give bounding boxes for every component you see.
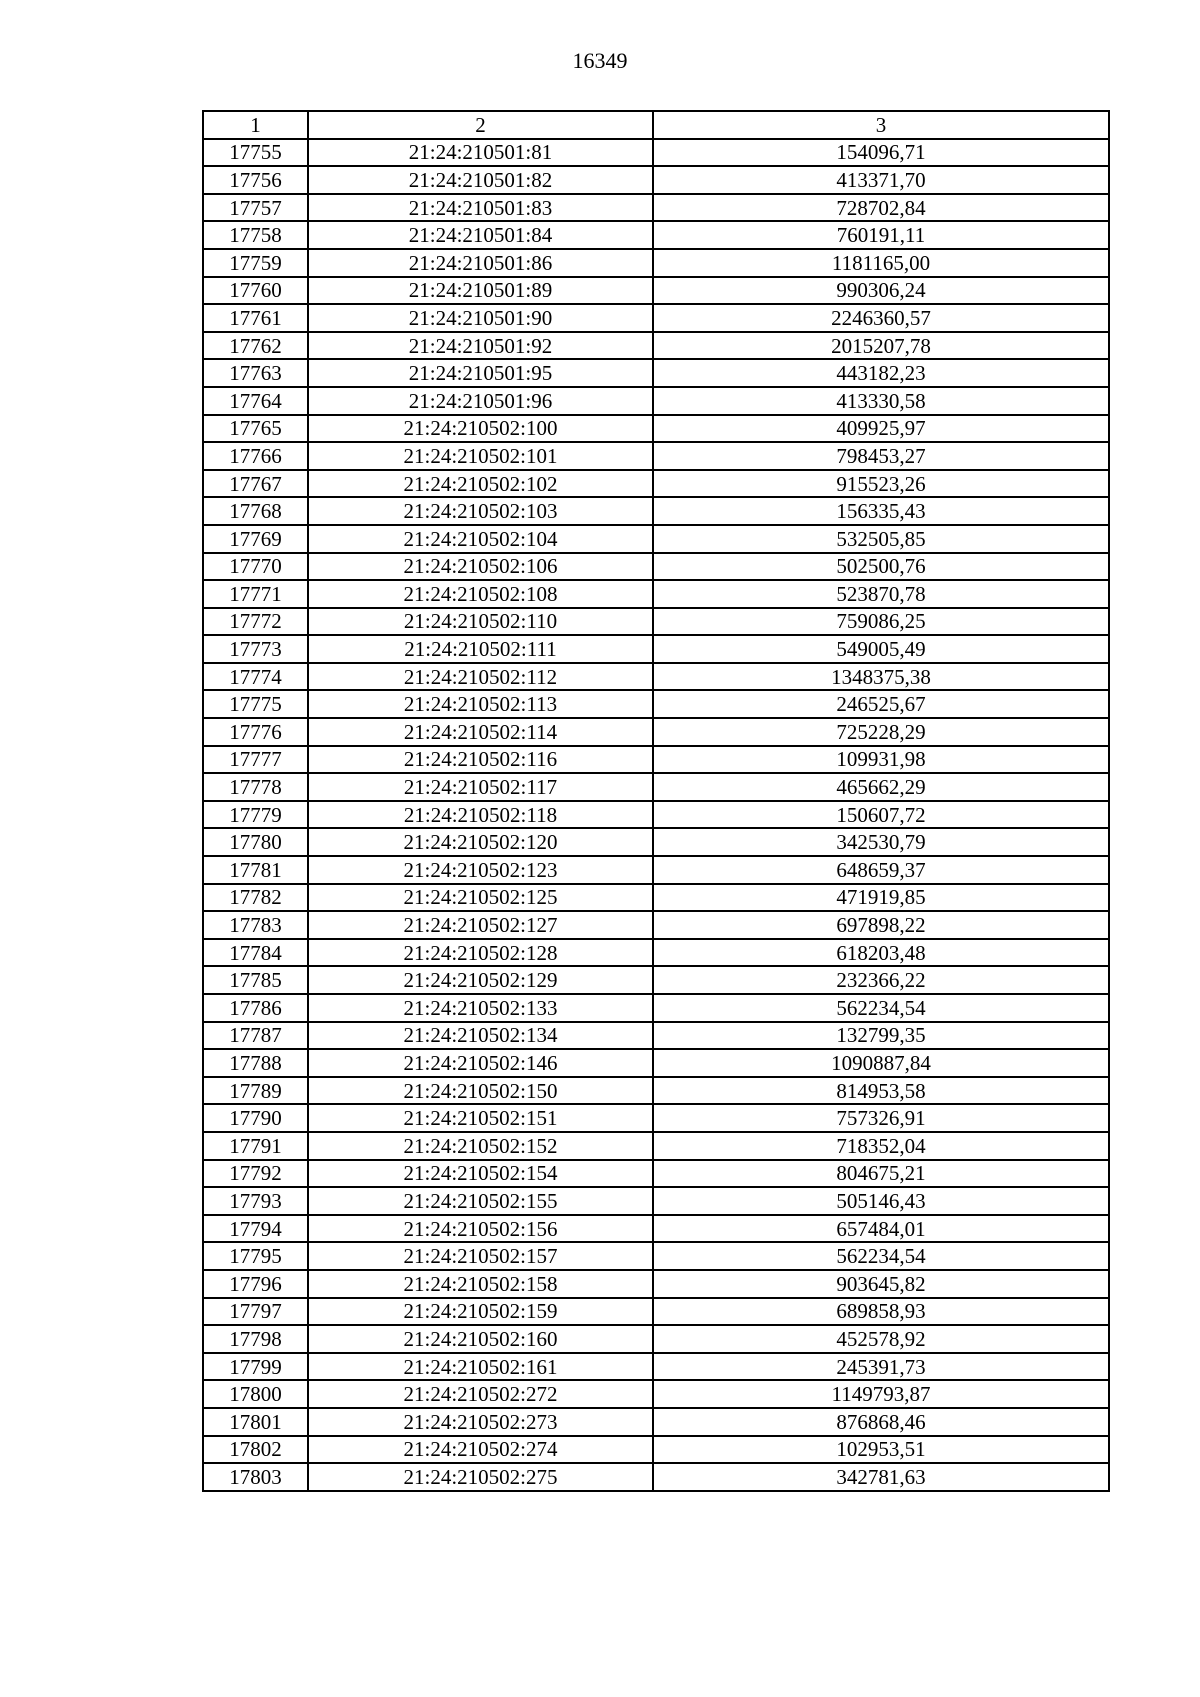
table-row xyxy=(203,856,1109,884)
cadastral-number-cell: 21:24:210501:95 xyxy=(308,359,653,387)
row-number-cell: 17762 xyxy=(203,332,308,360)
table-row xyxy=(203,635,1109,663)
row-number-cell: 17759 xyxy=(203,249,308,277)
row-number-cell: 17791 xyxy=(203,1132,308,1160)
row-number-cell: 17776 xyxy=(203,718,308,746)
row-number-cell: 17777 xyxy=(203,746,308,774)
cadastral-number-cell: 21:24:210502:134 xyxy=(308,1022,653,1050)
cadastral-number-cell: 21:24:210502:272 xyxy=(308,1380,653,1408)
table-row xyxy=(203,277,1109,305)
value-cell: 728702,84 xyxy=(653,194,1109,222)
table-header-row xyxy=(203,111,1109,139)
cadastral-number-cell: 21:24:210502:151 xyxy=(308,1104,653,1132)
row-number-cell: 17790 xyxy=(203,1104,308,1132)
table-row xyxy=(203,746,1109,774)
row-number-cell: 17766 xyxy=(203,442,308,470)
row-number-cell: 17768 xyxy=(203,497,308,525)
cadastral-number-cell: 21:24:210501:84 xyxy=(308,221,653,249)
table-row xyxy=(203,1242,1109,1270)
cadastral-number-cell: 21:24:210502:127 xyxy=(308,911,653,939)
value-cell: 2246360,57 xyxy=(653,304,1109,332)
row-number-cell: 17764 xyxy=(203,387,308,415)
table-row xyxy=(203,994,1109,1022)
value-cell: 443182,23 xyxy=(653,359,1109,387)
value-cell: 245391,73 xyxy=(653,1353,1109,1381)
cadastral-number-cell: 21:24:210502:150 xyxy=(308,1077,653,1105)
row-number-cell: 17780 xyxy=(203,828,308,856)
row-number-cell: 17802 xyxy=(203,1436,308,1464)
row-number-cell: 17779 xyxy=(203,801,308,829)
value-cell: 915523,26 xyxy=(653,470,1109,498)
table-row xyxy=(203,332,1109,360)
row-number-cell: 17797 xyxy=(203,1298,308,1326)
table-row xyxy=(203,1463,1109,1491)
table-row xyxy=(203,470,1109,498)
cadastral-number-cell: 21:24:210502:158 xyxy=(308,1270,653,1298)
row-number-cell: 17767 xyxy=(203,470,308,498)
cadastral-number-cell: 21:24:210502:274 xyxy=(308,1436,653,1464)
cadastral-number-cell: 21:24:210501:81 xyxy=(308,139,653,167)
table-row xyxy=(203,1022,1109,1050)
table-row xyxy=(203,221,1109,249)
value-cell: 154096,71 xyxy=(653,139,1109,167)
cadastral-number-cell: 21:24:210501:83 xyxy=(308,194,653,222)
value-cell: 804675,21 xyxy=(653,1160,1109,1188)
cadastral-number-cell: 21:24:210502:125 xyxy=(308,884,653,912)
value-cell: 156335,43 xyxy=(653,497,1109,525)
table-row xyxy=(203,1408,1109,1436)
cadastral-number-cell: 21:24:210502:110 xyxy=(308,608,653,636)
cadastral-number-cell: 21:24:210502:160 xyxy=(308,1325,653,1353)
value-cell: 465662,29 xyxy=(653,773,1109,801)
cadastral-number-cell: 21:24:210502:116 xyxy=(308,746,653,774)
cadastral-number-cell: 21:24:210502:123 xyxy=(308,856,653,884)
row-number-cell: 17765 xyxy=(203,415,308,443)
table-row xyxy=(203,939,1109,967)
cadastral-number-cell: 21:24:210502:111 xyxy=(308,635,653,663)
table-row xyxy=(203,442,1109,470)
table-row xyxy=(203,1380,1109,1408)
value-cell: 109931,98 xyxy=(653,746,1109,774)
value-cell: 618203,48 xyxy=(653,939,1109,967)
table-row xyxy=(203,249,1109,277)
value-cell: 814953,58 xyxy=(653,1077,1109,1105)
column-header-2: 2 xyxy=(308,111,653,139)
row-number-cell: 17755 xyxy=(203,139,308,167)
value-cell: 798453,27 xyxy=(653,442,1109,470)
value-cell: 657484,01 xyxy=(653,1215,1109,1243)
value-cell: 648659,37 xyxy=(653,856,1109,884)
row-number-cell: 17793 xyxy=(203,1187,308,1215)
table-row xyxy=(203,415,1109,443)
cadastral-number-cell: 21:24:210502:157 xyxy=(308,1242,653,1270)
cadastral-number-cell: 21:24:210502:106 xyxy=(308,553,653,581)
table-row xyxy=(203,553,1109,581)
table-row xyxy=(203,497,1109,525)
cadastral-number-cell: 21:24:210502:108 xyxy=(308,580,653,608)
value-cell: 697898,22 xyxy=(653,911,1109,939)
value-cell: 505146,43 xyxy=(653,1187,1109,1215)
row-number-cell: 17792 xyxy=(203,1160,308,1188)
cadastral-number-cell: 21:24:210501:90 xyxy=(308,304,653,332)
value-cell: 150607,72 xyxy=(653,801,1109,829)
table-row xyxy=(203,1270,1109,1298)
row-number-cell: 17769 xyxy=(203,525,308,553)
cadastral-number-cell: 21:24:210502:114 xyxy=(308,718,653,746)
row-number-cell: 17771 xyxy=(203,580,308,608)
column-header-1: 1 xyxy=(203,111,308,139)
data-table xyxy=(202,110,1110,1492)
table-row xyxy=(203,359,1109,387)
value-cell: 232366,22 xyxy=(653,966,1109,994)
row-number-cell: 17778 xyxy=(203,773,308,801)
cadastral-number-cell: 21:24:210502:154 xyxy=(308,1160,653,1188)
table-row xyxy=(203,1436,1109,1464)
value-cell: 718352,04 xyxy=(653,1132,1109,1160)
table-row xyxy=(203,911,1109,939)
cadastral-number-cell: 21:24:210502:155 xyxy=(308,1187,653,1215)
cadastral-number-cell: 21:24:210502:146 xyxy=(308,1049,653,1077)
table-row xyxy=(203,1132,1109,1160)
value-cell: 342781,63 xyxy=(653,1463,1109,1491)
cadastral-number-cell: 21:24:210502:113 xyxy=(308,690,653,718)
row-number-cell: 17773 xyxy=(203,635,308,663)
value-cell: 471919,85 xyxy=(653,884,1109,912)
value-cell: 689858,93 xyxy=(653,1298,1109,1326)
table-row xyxy=(203,608,1109,636)
table-row xyxy=(203,1187,1109,1215)
row-number-cell: 17757 xyxy=(203,194,308,222)
table-row xyxy=(203,966,1109,994)
table-row xyxy=(203,387,1109,415)
row-number-cell: 17789 xyxy=(203,1077,308,1105)
cadastral-number-cell: 21:24:210502:102 xyxy=(308,470,653,498)
cadastral-number-cell: 21:24:210501:92 xyxy=(308,332,653,360)
value-cell: 413371,70 xyxy=(653,166,1109,194)
table-row xyxy=(203,1049,1109,1077)
table-row xyxy=(203,773,1109,801)
value-cell: 102953,51 xyxy=(653,1436,1109,1464)
cadastral-number-cell: 21:24:210501:86 xyxy=(308,249,653,277)
row-number-cell: 17781 xyxy=(203,856,308,884)
value-cell: 562234,54 xyxy=(653,994,1109,1022)
cadastral-number-cell: 21:24:210502:161 xyxy=(308,1353,653,1381)
value-cell: 1149793,87 xyxy=(653,1380,1109,1408)
value-cell: 132799,35 xyxy=(653,1022,1109,1050)
table-row xyxy=(203,884,1109,912)
value-cell: 342530,79 xyxy=(653,828,1109,856)
cadastral-number-cell: 21:24:210502:120 xyxy=(308,828,653,856)
row-number-cell: 17761 xyxy=(203,304,308,332)
value-cell: 549005,49 xyxy=(653,635,1109,663)
value-cell: 1181165,00 xyxy=(653,249,1109,277)
cadastral-number-cell: 21:24:210502:273 xyxy=(308,1408,653,1436)
table-row xyxy=(203,166,1109,194)
table-row xyxy=(203,1325,1109,1353)
table-row xyxy=(203,801,1109,829)
row-number-cell: 17774 xyxy=(203,663,308,691)
table-body xyxy=(203,139,1109,1491)
table-row xyxy=(203,663,1109,691)
table-row xyxy=(203,1298,1109,1326)
cadastral-number-cell: 21:24:210502:152 xyxy=(308,1132,653,1160)
value-cell: 562234,54 xyxy=(653,1242,1109,1270)
table-row xyxy=(203,1104,1109,1132)
value-cell: 409925,97 xyxy=(653,415,1109,443)
row-number-cell: 17795 xyxy=(203,1242,308,1270)
table-row xyxy=(203,1215,1109,1243)
page-number: 16349 xyxy=(572,48,628,73)
value-cell: 523870,78 xyxy=(653,580,1109,608)
cadastral-number-cell: 21:24:210502:118 xyxy=(308,801,653,829)
value-cell: 760191,11 xyxy=(653,221,1109,249)
value-cell: 757326,91 xyxy=(653,1104,1109,1132)
value-cell: 1348375,38 xyxy=(653,663,1109,691)
value-cell: 903645,82 xyxy=(653,1270,1109,1298)
row-number-cell: 17785 xyxy=(203,966,308,994)
cadastral-number-cell: 21:24:210502:129 xyxy=(308,966,653,994)
row-number-cell: 17786 xyxy=(203,994,308,1022)
table-row xyxy=(203,304,1109,332)
table-row xyxy=(203,1160,1109,1188)
cadastral-number-cell: 21:24:210501:96 xyxy=(308,387,653,415)
cadastral-number-cell: 21:24:210502:159 xyxy=(308,1298,653,1326)
cadastral-number-cell: 21:24:210502:103 xyxy=(308,497,653,525)
cadastral-number-cell: 21:24:210502:112 xyxy=(308,663,653,691)
value-cell: 725228,29 xyxy=(653,718,1109,746)
cadastral-number-cell: 21:24:210502:100 xyxy=(308,415,653,443)
row-number-cell: 17798 xyxy=(203,1325,308,1353)
value-cell: 759086,25 xyxy=(653,608,1109,636)
row-number-cell: 17800 xyxy=(203,1380,308,1408)
row-number-cell: 17803 xyxy=(203,1463,308,1491)
row-number-cell: 17788 xyxy=(203,1049,308,1077)
value-cell: 532505,85 xyxy=(653,525,1109,553)
row-number-cell: 17775 xyxy=(203,690,308,718)
value-cell: 246525,67 xyxy=(653,690,1109,718)
cadastral-number-cell: 21:24:210502:275 xyxy=(308,1463,653,1491)
row-number-cell: 17794 xyxy=(203,1215,308,1243)
cadastral-number-cell: 21:24:210501:82 xyxy=(308,166,653,194)
table-row xyxy=(203,139,1109,167)
table-row xyxy=(203,1077,1109,1105)
column-header-3: 3 xyxy=(653,111,1109,139)
table-row xyxy=(203,525,1109,553)
table-row xyxy=(203,194,1109,222)
cadastral-number-cell: 21:24:210502:104 xyxy=(308,525,653,553)
table-row xyxy=(203,718,1109,746)
row-number-cell: 17801 xyxy=(203,1408,308,1436)
row-number-cell: 17770 xyxy=(203,553,308,581)
table-row xyxy=(203,1353,1109,1381)
row-number-cell: 17787 xyxy=(203,1022,308,1050)
row-number-cell: 17783 xyxy=(203,911,308,939)
row-number-cell: 17760 xyxy=(203,277,308,305)
cadastral-number-cell: 21:24:210502:128 xyxy=(308,939,653,967)
row-number-cell: 17772 xyxy=(203,608,308,636)
row-number-cell: 17756 xyxy=(203,166,308,194)
row-number-cell: 17782 xyxy=(203,884,308,912)
value-cell: 502500,76 xyxy=(653,553,1109,581)
row-number-cell: 17758 xyxy=(203,221,308,249)
cadastral-number-cell: 21:24:210502:133 xyxy=(308,994,653,1022)
table-row xyxy=(203,580,1109,608)
cadastral-number-cell: 21:24:210502:156 xyxy=(308,1215,653,1243)
row-number-cell: 17784 xyxy=(203,939,308,967)
value-cell: 990306,24 xyxy=(653,277,1109,305)
value-cell: 2015207,78 xyxy=(653,332,1109,360)
value-cell: 1090887,84 xyxy=(653,1049,1109,1077)
value-cell: 413330,58 xyxy=(653,387,1109,415)
row-number-cell: 17799 xyxy=(203,1353,308,1381)
table-row xyxy=(203,690,1109,718)
cadastral-number-cell: 21:24:210502:117 xyxy=(308,773,653,801)
cadastral-number-cell: 21:24:210501:89 xyxy=(308,277,653,305)
value-cell: 876868,46 xyxy=(653,1408,1109,1436)
cadastral-number-cell: 21:24:210502:101 xyxy=(308,442,653,470)
row-number-cell: 17796 xyxy=(203,1270,308,1298)
row-number-cell: 17763 xyxy=(203,359,308,387)
table-row xyxy=(203,828,1109,856)
value-cell: 452578,92 xyxy=(653,1325,1109,1353)
